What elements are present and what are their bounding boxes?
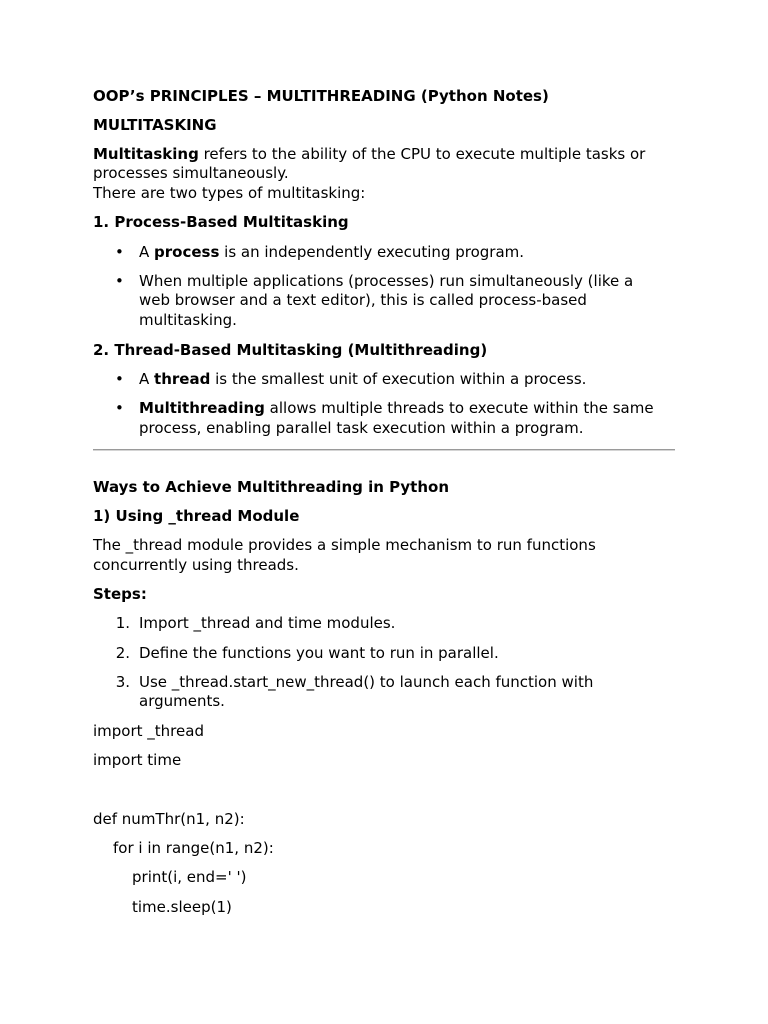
bullet-icon: • — [115, 243, 124, 261]
bullet-process-definition — [139, 243, 524, 262]
bullet-text-suffix: allows multiple threads to execute within the same — [264, 399, 654, 417]
subheading-process-based: 1. Process-Based Multitasking — [93, 213, 349, 231]
bullet-icon: • — [115, 399, 124, 417]
bullet-process-example-line-2: web browser and a text editor), this is called process-based — [139, 291, 587, 309]
intro-paragraph-line-1 — [93, 145, 645, 164]
horizontal-divider — [93, 449, 675, 451]
subheading-thread-module: 1) Using _thread Module — [93, 507, 300, 525]
code-line: import time — [93, 751, 182, 769]
code-line: for i in range(n1, n2): — [113, 839, 274, 857]
bullet-text-suffix: is an independently executing program. — [219, 243, 525, 261]
bullet-process-example-line-1: When multiple applications (processes) run simultaneously (like a — [139, 272, 634, 290]
bullet-text-prefix: A — [139, 243, 155, 261]
step-number: 3. — [115, 673, 130, 691]
code-line: def numThr(n1, n2): — [93, 810, 245, 828]
bullet-multithreading-line-1 — [139, 399, 654, 418]
code-line: import _thread — [93, 722, 204, 740]
bullet-icon: • — [115, 272, 124, 290]
bullet-text-suffix: is the smallest unit of execution within a process. — [210, 370, 587, 388]
bullet-bold-term: thread — [154, 370, 211, 388]
step-number: 2. — [115, 644, 130, 662]
bullet-process-example-line-3: multitasking. — [139, 311, 237, 329]
intro-paragraph-line-2: processes simultaneously. — [93, 164, 289, 182]
bullet-icon: • — [115, 370, 124, 388]
bullet-multithreading-line-2: process, enabling parallel task execution within a program. — [139, 419, 584, 437]
bullet-bold-term: Multithreading — [139, 399, 265, 417]
subheading-thread-based: 2. Thread-Based Multitasking (Multithreading) — [93, 341, 488, 359]
code-line: print(i, end=' ') — [132, 868, 247, 886]
intro-paragraph-line-3: There are two types of multitasking: — [93, 184, 366, 202]
bullet-thread-definition — [139, 370, 586, 389]
bullet-text-prefix: A — [139, 370, 155, 388]
bullet-bold-term: process — [154, 243, 220, 261]
section-heading-multitasking: MULTITASKING — [93, 116, 217, 134]
intro-text: refers to the ability of the CPU to execute multiple tasks or — [198, 145, 646, 163]
step-item: Use _thread.start_new_thread() to launch each function with — [139, 673, 594, 691]
steps-label: Steps: — [93, 585, 147, 603]
module-description-line-1: The _thread module provides a simple mechanism to run functions — [93, 536, 596, 554]
step-item-continuation: arguments. — [139, 692, 225, 710]
code-line: time.sleep(1) — [132, 898, 232, 916]
document-title: OOP’s PRINCIPLES – MULTITHREADING (Python Notes) — [93, 87, 549, 105]
step-number: 1. — [115, 614, 130, 632]
module-description-line-2: concurrently using threads. — [93, 556, 299, 574]
step-item: Import _thread and time modules. — [139, 614, 396, 632]
intro-bold-term: Multitasking — [93, 145, 199, 163]
step-item: Define the functions you want to run in parallel. — [139, 644, 499, 662]
section-heading-ways: Ways to Achieve Multithreading in Python — [93, 478, 450, 496]
